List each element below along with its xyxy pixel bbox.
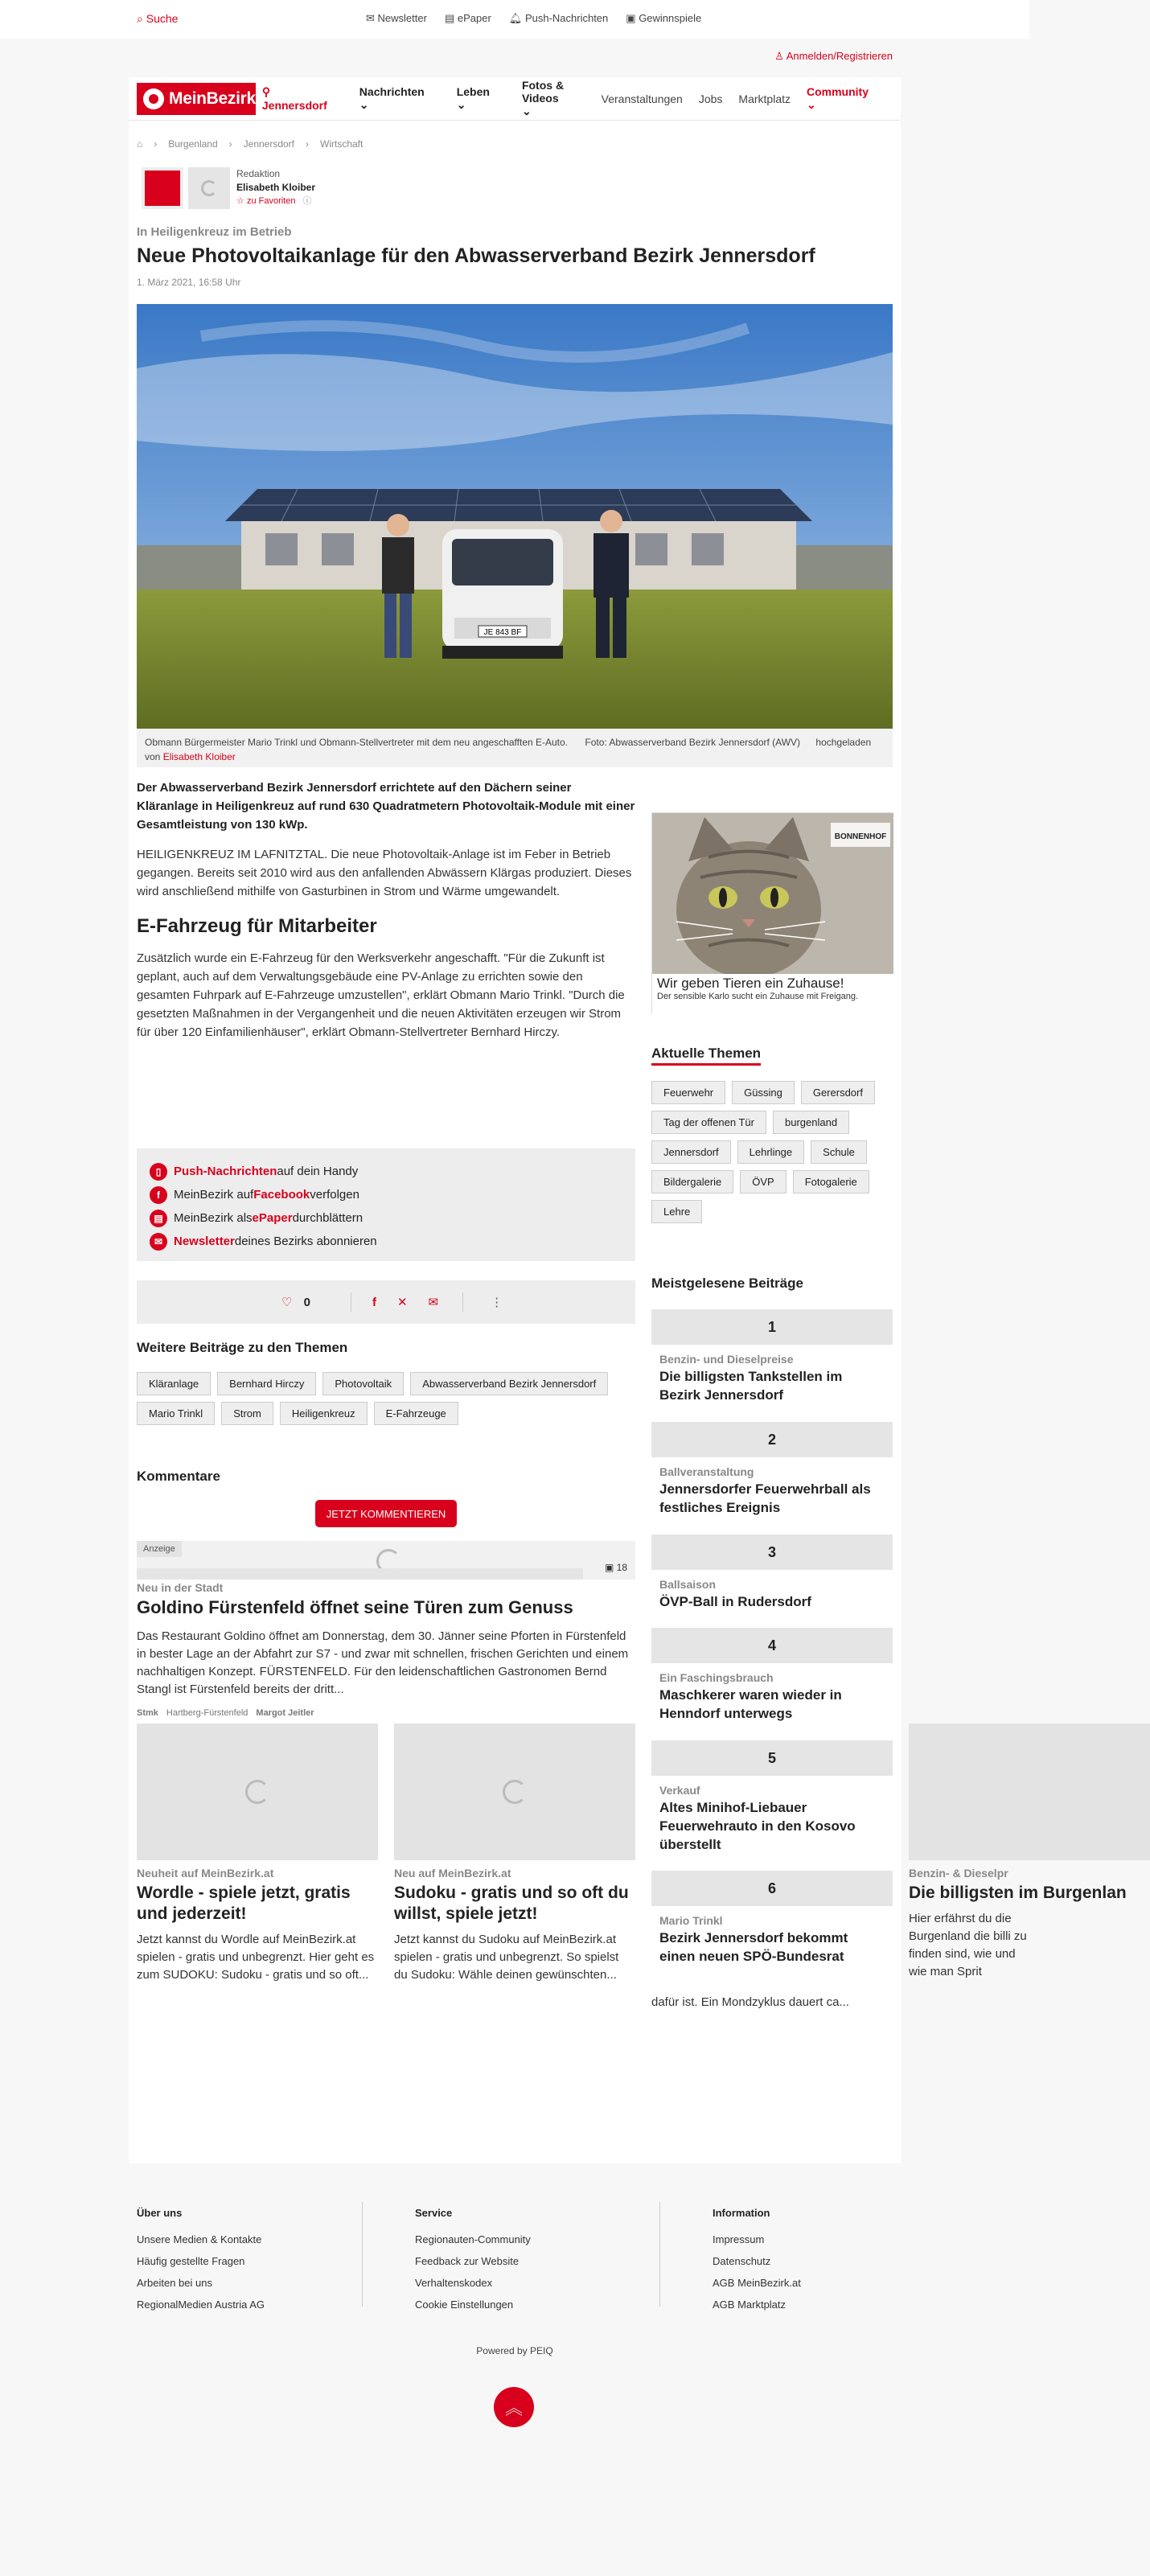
author-avatar[interactable] <box>188 167 230 209</box>
mail-icon: ✉ <box>366 12 375 24</box>
favorite-button[interactable]: ☆ zu Favoriten ⓘ <box>236 196 312 206</box>
teaser-card[interactable]: Neu auf MeinBezirk.at Sudoku - gratis und so oft du willst, spiele jetzt! Jetzt kannst du Sudoku auf MeinBezirk.at spielen - gratis und unbegrenzt. So spielst du Sudoku: Wähle deinen gewünschten... <box>394 1723 635 1984</box>
divider <box>462 1292 463 1312</box>
camera-icon: ▣ <box>604 1562 614 1573</box>
card-image <box>394 1723 635 1860</box>
topic-item[interactable]: Güssing <box>732 1081 795 1104</box>
paper-icon: ▤ <box>444 12 455 24</box>
tag-item[interactable]: Strom <box>221 1402 273 1425</box>
cat-image <box>652 813 893 974</box>
heart-icon: ♡ <box>281 1296 293 1309</box>
article-kicker: In Heiligenkreuz im Betrieb <box>137 225 292 239</box>
home-icon[interactable]: ⌂ <box>137 138 143 150</box>
comments-heading: Kommentare <box>137 1469 220 1484</box>
most-read-item[interactable]: Ballveranstaltung Jennersdorfer Feuerwehrball als festliches Ereignis <box>659 1465 871 1515</box>
logo[interactable]: MeinBezirk <box>137 83 256 115</box>
newsletter-link[interactable]: ✉ Newsletter <box>366 12 427 24</box>
footer-link[interactable]: Datenschutz <box>713 2255 771 2267</box>
image-caption: Obmann Bürgermeister Mario Trinkl und Obmann-Stellvertreter mit dem neu angeschafften E-Auto. Foto: Abwasserverband Bezirk Jennersdorf (AWV) hochgeladen von Elisabeth Kloiber <box>137 729 893 767</box>
footer-link[interactable]: AGB MeinBezirk.at <box>713 2277 801 2289</box>
follow-facebook[interactable]: f MeinBezirk auf Facebook verfolgen <box>150 1183 622 1206</box>
most-read-heading: Meistgelesene Beiträge <box>651 1276 803 1291</box>
article-body <box>137 779 635 1041</box>
breadcrumb-item[interactable]: Jennersdorf <box>243 138 295 150</box>
most-read-item[interactable]: Benzin- und Dieselpreise Die billigsten Tankstellen im Bezirk Jennersdorf <box>659 1353 843 1403</box>
top-bar <box>0 0 1029 39</box>
mail-icon: ✉ <box>150 1233 167 1251</box>
paper-icon: ▤ <box>150 1210 167 1227</box>
footer-col-service: Service Regionauten-Community Feedback zur Website Verhaltenskodex Cookie Einstellungen <box>415 2202 531 2315</box>
loading-icon <box>245 1780 269 1804</box>
footer-link[interactable]: RegionalMedien Austria AG <box>137 2299 265 2311</box>
footer-col-about: Über uns Unsere Medien & Kontakte Häufig gestellte Fragen Arbeiten bei uns RegionalMedien Austria AG <box>137 2202 265 2315</box>
author-role: Redaktion <box>236 168 281 179</box>
rank-number: 4 <box>651 1628 893 1663</box>
topic-item[interactable]: burgenland <box>773 1111 849 1134</box>
tag-item[interactable]: Kläranlage <box>137 1372 211 1395</box>
article-subhead: E-Fahrzeug für Mitarbeiter <box>137 915 377 937</box>
epaper-link[interactable]: ▤ ePaper <box>444 12 491 24</box>
info-icon[interactable]: ⓘ <box>302 196 312 206</box>
article-title: Neue Photovoltaikanlage für den Abwasserverband Bezirk Jennersdorf <box>137 244 815 267</box>
article-actions <box>137 1280 635 1324</box>
tag-list <box>137 1372 635 1425</box>
powered-by: Powered by PEIQ <box>476 2345 553 2356</box>
article-lead: Der Abwasserverband Bezirk Jennersdorf errichtete auf den Dächern seiner Kläranlage in Heiligenkreuz auf rund 630 Quadratmetern Photovoltaik-Module mit einer Gesamtleistung von 130 kWp. <box>137 781 635 832</box>
top-links <box>366 12 701 25</box>
photovoltaic-scene-image <box>137 304 893 729</box>
promo-text: Das Restaurant Goldino öffnet am Donnerstag, dem 30. Jänner seine Pforten in Fürstenfeld in bester Lage an der Abfahrt zur S7 - und zwar mit schnellen, frischen Gerichten und einem nachhaltigen Konzept. FÜRSTENFELD. Für den leidenschaftlichen Gastronomen Bernd Stangl ist Fürstenfeld bereits der dritt... <box>137 1629 629 1696</box>
rank-number: 1 <box>651 1309 893 1345</box>
most-read-item[interactable]: Ballsaison ÖVP-Ball in Rudersdorf <box>659 1578 811 1609</box>
nav-location[interactable]: ⚲ Jennersdorf <box>261 85 327 112</box>
image-count: ▣ 18 <box>604 1562 627 1573</box>
footer-link[interactable]: AGB Marktplatz <box>713 2299 787 2311</box>
footer-link[interactable]: Cookie Einstellungen <box>415 2299 514 2311</box>
tag-item[interactable]: Mario Trinkl <box>137 1402 215 1425</box>
card-image <box>137 1723 378 1860</box>
nav-item-marktplatz[interactable]: Marktplatz <box>738 92 791 105</box>
user-icon: ♙ <box>774 50 784 62</box>
rank-number: 3 <box>651 1535 893 1570</box>
chevron-down-icon: ⌄ <box>456 98 466 111</box>
footer-link[interactable]: Regionauten-Community <box>415 2233 531 2245</box>
breadcrumb-sep: › <box>154 138 158 150</box>
follow-newsletter[interactable]: ✉ Newsletter deines Bezirks abonnieren <box>150 1230 622 1253</box>
double-chevron-up-icon: ︽ <box>504 2397 523 2418</box>
topic-item[interactable]: Schule <box>811 1140 867 1164</box>
breadcrumb-sep: › <box>306 138 310 150</box>
tag-item[interactable]: Photovoltaik <box>322 1372 404 1395</box>
most-read-item[interactable]: Mario Trinkl Bezirk Jennersdorf bekommt einen neuen SPÖ-Bundesrat <box>659 1914 848 1964</box>
search-label: Suche <box>146 12 179 25</box>
comment-button[interactable]: JETZT KOMMENTIEREN <box>315 1500 457 1527</box>
x-share-icon[interactable]: ✕ <box>396 1296 408 1309</box>
publisher-avatar[interactable] <box>142 167 183 209</box>
footer-link[interactable]: Impressum <box>713 2233 765 2245</box>
rank-number: 5 <box>651 1740 893 1776</box>
electric-van <box>442 529 563 659</box>
nav-item-community[interactable]: Community ⌄ <box>807 85 869 111</box>
loading-icon <box>503 1780 527 1804</box>
footer-divider <box>362 2202 363 2307</box>
tag-item[interactable]: Heiligenkreuz <box>280 1402 368 1425</box>
search-link[interactable] <box>137 12 178 26</box>
nav-item-veranstaltungen[interactable]: Veranstaltungen <box>601 92 683 105</box>
bell-icon: 🔔︎ <box>508 12 523 24</box>
sidebar-ad[interactable] <box>651 812 893 1013</box>
breadcrumb-sep: › <box>228 138 232 150</box>
article-date: 1. März 2021, 16:58 Uhr <box>137 277 241 288</box>
footer-divider <box>659 2202 660 2307</box>
uploader-link[interactable]: Elisabeth Kloiber <box>162 751 236 762</box>
topic-item[interactable]: Tag der offenen Tür <box>651 1111 766 1134</box>
ad-block[interactable] <box>137 1541 635 1580</box>
pin-icon: ⚲ <box>261 85 271 98</box>
chevron-down-icon: ⌄ <box>521 105 532 117</box>
tag-item[interactable]: Bernhard Hirczy <box>217 1372 316 1395</box>
facebook-share-icon[interactable]: f <box>372 1295 376 1309</box>
topic-item[interactable]: Feuerwehr <box>651 1081 725 1104</box>
scroll-to-top-button[interactable] <box>494 2387 534 2427</box>
breadcrumb-item[interactable]: Burgenland <box>168 138 218 150</box>
search-icon: ⌕ <box>137 12 143 25</box>
topic-list <box>651 1081 893 1223</box>
rank-number: 6 <box>651 1871 893 1906</box>
chevron-down-icon: ⌄ <box>359 98 369 111</box>
follow-box <box>137 1148 635 1261</box>
rank-number: 2 <box>651 1422 893 1457</box>
logo-flower-icon <box>143 88 164 109</box>
author-name[interactable]: Elisabeth Kloiber <box>236 182 316 193</box>
nav-item-jobs[interactable]: Jobs <box>698 92 723 105</box>
svg-text:BONNENHOF: BONNENHOF <box>834 832 887 841</box>
topic-item[interactable]: Jennersdorf <box>651 1140 731 1164</box>
promo-kicker: Neu in der Stadt <box>137 1581 224 1594</box>
ad-label: Anzeige <box>137 1541 182 1557</box>
topic-item[interactable]: Gerersdorf <box>801 1081 875 1104</box>
loading-icon <box>201 180 217 196</box>
gift-icon: ▣ <box>626 12 636 24</box>
topic-item[interactable]: Fotogalerie <box>793 1170 869 1194</box>
chevron-down-icon: ⌄ <box>807 98 816 111</box>
footer <box>0 2188 1029 2576</box>
footer-link[interactable]: Arbeiten bei uns <box>137 2277 212 2289</box>
star-icon: ☆ <box>236 196 244 206</box>
svg-text:JE 843 BF: JE 843 BF <box>483 628 522 637</box>
most-read-list <box>651 1309 893 1983</box>
teaser-card[interactable]: dafür ist. Ein Mondzyklus dauert ca... <box>651 1995 849 2009</box>
ad-headline: Wir geben Tieren ein Zuhause! <box>657 976 844 991</box>
article-image[interactable] <box>137 304 893 729</box>
login-link[interactable]: ♙ Anmelden/Registrieren <box>774 50 893 62</box>
tag-item[interactable]: Abwasserverband Bezirk Jennersdorf <box>410 1372 608 1395</box>
most-read-item[interactable]: Verkauf Altes Minihof-Liebauer Feuerwehrauto in den Kosovo überstellt <box>659 1784 856 1852</box>
breadcrumb-item[interactable]: Wirtschaft <box>320 138 363 150</box>
footer-link[interactable]: Feedback zur Website <box>415 2255 520 2267</box>
promo-meta: Stmk Hartberg-Fürstenfeld Margot Jeitler <box>137 1708 314 1718</box>
footer-link[interactable]: Verhaltenskodex <box>415 2277 493 2289</box>
tag-item[interactable]: E-Fahrzeuge <box>374 1402 458 1425</box>
topic-item[interactable]: ÖVP <box>740 1170 786 1194</box>
nav-item-nachrichten[interactable]: Nachrichten ⌄ <box>359 85 425 111</box>
topics-heading: Aktuelle Themen <box>651 1046 761 1066</box>
most-read-item[interactable]: Ein Faschingsbrauch Maschkerer waren wieder in Henndorf unterwegs <box>659 1671 842 1721</box>
teaser-card[interactable]: Neuheit auf MeinBezirk.at Wordle - spiele jetzt, gratis und jederzeit! Jetzt kannst du Wordle auf MeinBezirk.at spielen - gratis und unbegrenzt. Hier geht es zum SUDOKU: Sudoku - gratis und so oft... <box>137 1723 378 1984</box>
footer-link[interactable]: Unsere Medien & Kontakte <box>137 2233 262 2245</box>
topic-item[interactable]: Lehre <box>651 1200 702 1223</box>
article-paragraph: Zusätzlich wurde ein E-Fahrzeug für den Werksverkehr angeschafft. "Für die Zukunft ist geplant, auch auf dem Verwaltungsgebäude eine PV-Anlage zu errichten sowie den gesamten Fuhrpark auf E-Fahrzeuge umzustellen", erklärt Obmann Mario Trinkl. "Durch die gesetzten Maßnahmen in der Vergangenheit und die neuen Aktivitäten erzeugen wir Strom für über 120 Einfamilienhäuser", erklärt Obmann-Stellvertreter Bernhard Hirczy. <box>137 951 625 1039</box>
follow-epaper[interactable]: ▤ MeinBezirk als ePaper durchblättern <box>150 1206 622 1230</box>
like-count: 0 <box>303 1296 310 1309</box>
follow-push[interactable]: ▯ Push-Nachrichten auf dein Handy <box>150 1160 622 1183</box>
facebook-icon: f <box>150 1186 167 1204</box>
main-nav <box>129 77 901 121</box>
teaser-card[interactable]: Benzin- & Dieselpr Die billigsten im Burgenlan Hier erfährst du die Burgenland die billi zu finden sind, wie und wie man Sprit <box>909 1723 1150 1981</box>
teaser-cards <box>137 1723 1127 2029</box>
topic-item[interactable]: Lehrlinge <box>737 1140 805 1164</box>
mail-share-icon[interactable]: ✉ <box>428 1296 439 1309</box>
footer-col-info: Information Impressum Datenschutz AGB MeinBezirk.at AGB Marktplatz <box>713 2202 801 2315</box>
breadcrumb <box>137 138 363 150</box>
footer-link[interactable]: Häufig gestellte Fragen <box>137 2255 245 2267</box>
nav-item-leben[interactable]: Leben ⌄ <box>456 85 490 111</box>
games-link[interactable]: ▣ Gewinnspiele <box>626 12 702 24</box>
ad-bar <box>137 1568 583 1580</box>
more-icon[interactable]: ⋮ <box>491 1296 503 1309</box>
card-image <box>909 1723 1150 1860</box>
topic-item[interactable]: Bildergalerie <box>651 1170 733 1194</box>
phone-icon: ▯ <box>150 1163 167 1181</box>
nav-item-fotos[interactable]: Fotos & Videos ⌄ <box>521 79 565 117</box>
ad-subline: Der sensible Karlo sucht ein Zuhause mit Freigang. <box>657 992 859 1001</box>
promo-title[interactable]: Goldino Fürstenfeld öffnet seine Türen zum Genuss <box>137 1597 573 1617</box>
article-paragraph: HEILIGENKREUZ IM LAFNITZTAL. Die neue Photovoltaik-Anlage ist im Feber in Betrieb gegangen. Bereits seit 2010 wird aus den anfallenden Abwässern Klärgas produziert. Dieses wird anschließend mithilfe von Gasturbinen in Strom und Wärme umgewandelt. <box>137 848 632 898</box>
tags-heading: Weitere Beiträge zu den Themen <box>137 1340 348 1355</box>
push-link[interactable]: 🔔︎ Push-Nachrichten <box>508 12 609 24</box>
like-button[interactable] <box>281 1295 310 1309</box>
